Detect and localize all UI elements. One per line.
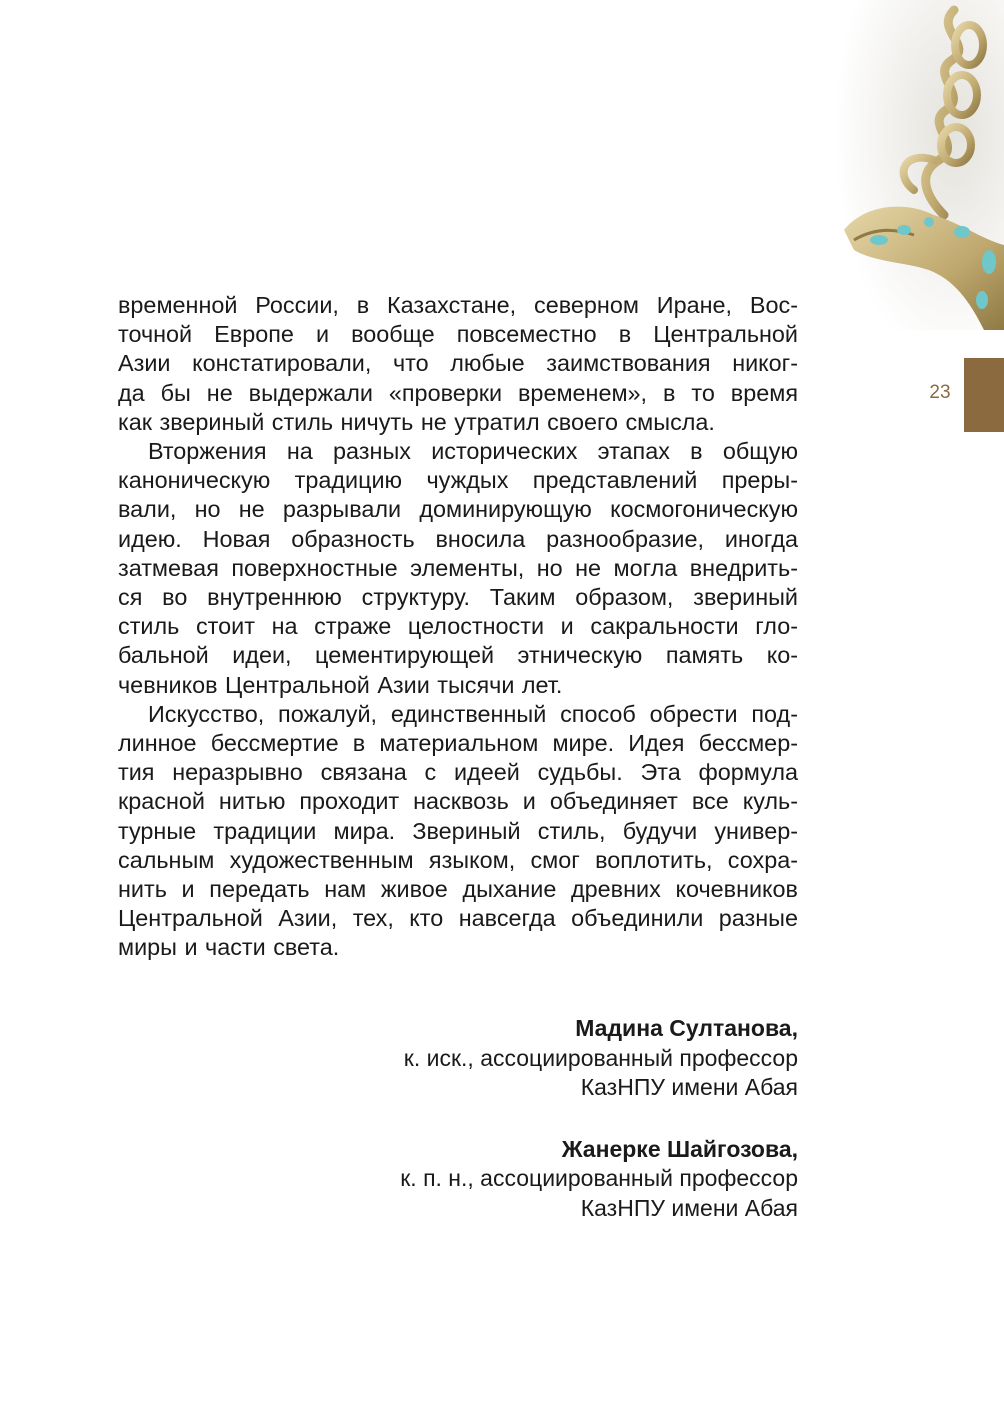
text-line: точной Европе и вообще повсеместно в Центральной [118, 321, 798, 348]
text-line: нить и передать нам живое дыхание древних кочевников [118, 876, 798, 903]
text-line: идею. Новая образность вносила разнообразие, иногда [118, 525, 798, 552]
author-name: Мадина Султанова, [575, 1015, 798, 1041]
text-line: сальным художественным языком, смог воплотить, сохра- [118, 846, 798, 873]
signatures-block [300, 1014, 798, 1255]
text-line: вали, но не разрывали доминирующую космогоническую [118, 496, 798, 523]
text-line: да бы не выдержали «проверки временем», в то время [118, 379, 798, 406]
paragraph-3 [118, 700, 798, 963]
text-line: Искусство, пожалуй, единственный способ обрести под- [148, 700, 798, 727]
author-affiliation: КазНПУ имени Абая [580, 1194, 798, 1221]
text-line: ся во внутреннюю структуру. Таким образом, звериный [118, 584, 798, 611]
signature-2 [300, 1135, 798, 1224]
article-body [118, 291, 798, 963]
text-line: временной России, в Казахстане, северном Иране, Вос- [118, 292, 798, 318]
text-line: тия неразрывно связана с идеей судьбы. Эта формула [118, 759, 798, 786]
text-line: Центральной Азии, тех, кто навсегда объединили разные [118, 905, 798, 932]
golden-deer-ornament-icon [834, 0, 1004, 330]
text-line: затмевая поверхностные элементы, но не могла внедрить- [118, 554, 798, 581]
page-number: 23 [929, 382, 951, 403]
author-affiliation: КазНПУ имени Абая [580, 1074, 798, 1100]
text-line: чевников Центральной Азии тысячи лет. [118, 671, 563, 698]
text-line: бальной идеи, цементирующей этническую память ко- [118, 642, 798, 669]
text-line: турные традиции мира. Звериный стиль, будучи универ- [118, 817, 798, 844]
text-line: Азии констатировали, что любые заимствования никог- [118, 350, 798, 377]
paragraph-1 [118, 291, 798, 437]
text-line: красной нитью проходит насквозь и объединяет все куль- [118, 788, 798, 815]
text-line: миры и части света. [118, 934, 340, 961]
text-line: каноническую традицию чуждых представлений преры- [118, 467, 798, 494]
signature-1 [300, 1014, 798, 1103]
text-line: стиль стоит на страже целостности и сакральности гло- [118, 613, 798, 640]
author-title: к. иск., ассоциированный профессор [403, 1044, 798, 1071]
text-line: линное бессмертие в материальном мире. Идея бессмер- [118, 730, 798, 757]
author-name: Жанерке Шайгозова, [561, 1135, 798, 1162]
paragraph-2 [118, 437, 798, 700]
page-tab-marker [964, 358, 1004, 432]
text-line: Вторжения на разных исторических этапах в общую [148, 438, 798, 465]
text-line: как звериный стиль ничуть не утратил своего смысла. [118, 408, 715, 435]
author-title: к. п. н., ассоциированный профессор [400, 1165, 798, 1191]
